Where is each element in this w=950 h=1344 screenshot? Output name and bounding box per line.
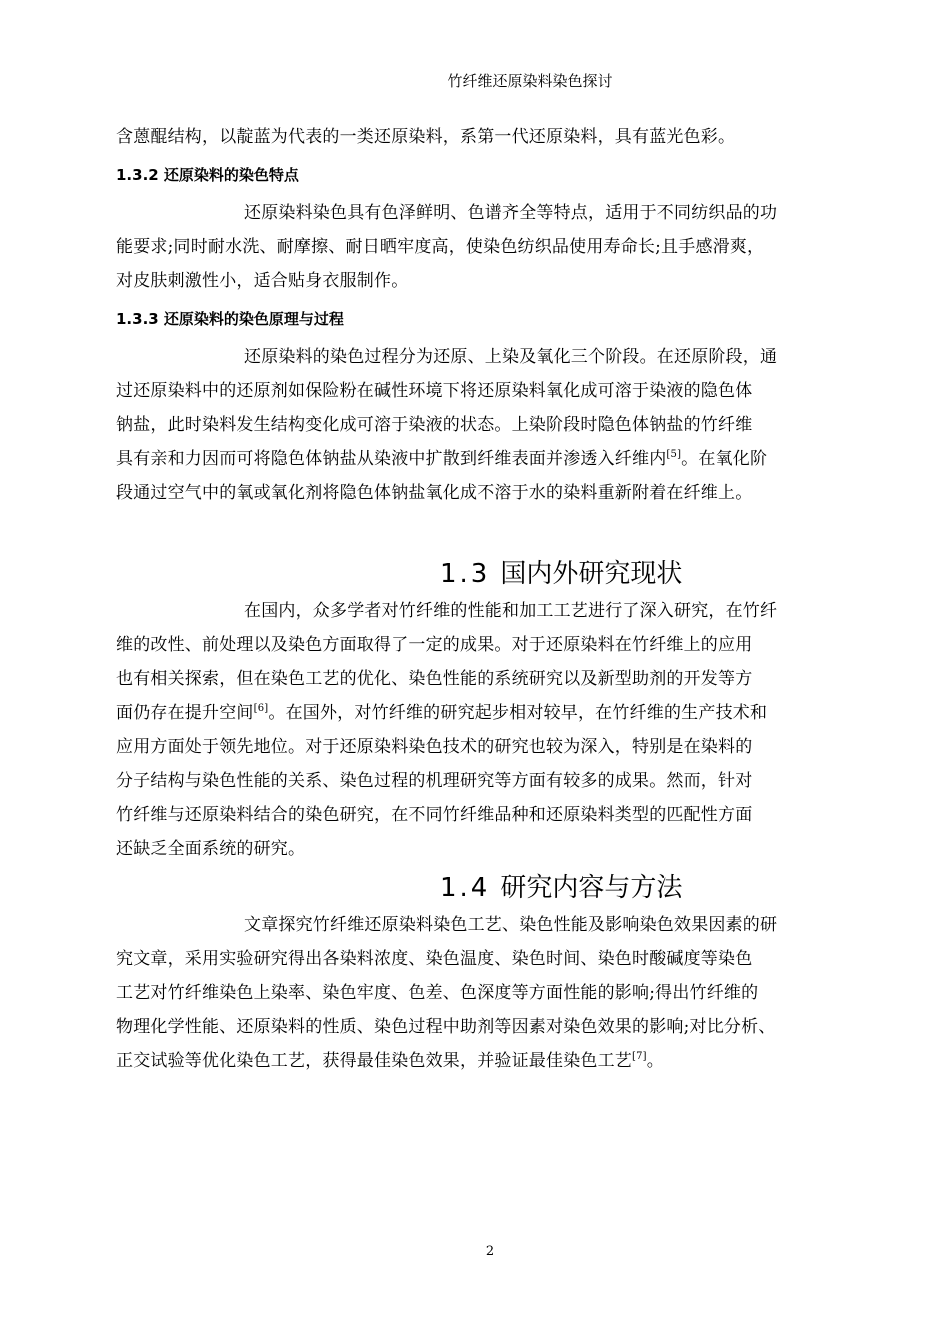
- section-title-text: 研究内容与方法: [500, 873, 683, 903]
- text-line: 在国内，众多学者对竹纤维的性能和加工工艺进行了深入研究，在竹纤: [244, 601, 778, 621]
- text-line: 维的改性、前处理以及染色方面取得了一定的成果。对于还原染料在竹纤维上的应用: [116, 635, 753, 655]
- text-span: 。: [646, 1051, 664, 1071]
- section-title-text: 国内外研究现状: [500, 559, 683, 589]
- subsection-heading-1-3-3: 1.3.3 还原染料的染色原理与过程: [116, 310, 344, 328]
- citation-ref-6: [6]: [253, 703, 269, 714]
- text-line: 文章探究竹纤维还原染料染色工艺、染色性能及影响染色效果因素的研: [244, 915, 778, 935]
- text-line: 竹纤维与还原染料结合的染色研究，在不同竹纤维品种和还原染料类型的匹配性方面: [116, 805, 753, 825]
- paragraph-dyeing-principle: [116, 340, 838, 510]
- text-line: [116, 442, 838, 476]
- intro-line: 含蒽醌结构，以靛蓝为代表的一类还原染料，系第一代还原染料，具有蓝光色彩。: [116, 127, 736, 147]
- text-line: 段通过空气中的氧或氧化剂将隐色体钠盐氧化成不溶于水的染料重新附着在纤维上。: [116, 483, 753, 503]
- text-line: 应用方面处于领先地位。对于还原染料染色技术的研究也较为深入，特别是在染料的: [116, 737, 753, 757]
- text-line: [116, 1044, 838, 1078]
- text-span: 面仍存在提升空间: [116, 703, 254, 723]
- document-body: [116, 120, 838, 1078]
- text-line: 过还原染料中的还原剂如保险粉在碱性环境下将还原染料氧化成可溶于染液的隐色体: [116, 381, 753, 401]
- text-line: [116, 696, 838, 730]
- text-line: 也有相关探索，但在染色工艺的优化、染色性能的系统研究以及新型助剂的开发等方: [116, 669, 753, 689]
- text-line: 能要求;同时耐水洗、耐摩擦、耐日晒牢度高，使染色纺织品使用寿命长;且手感滑爽，: [116, 237, 765, 257]
- text-line: 钠盐，此时染料发生结构变化成可溶于染液的状态。上染阶段时隐色体钠盐的竹纤维: [116, 415, 753, 435]
- section-number: 1.4: [440, 873, 491, 903]
- text-line: 还原染料的染色过程分为还原、上染及氧化三个阶段。在还原阶段，通: [244, 347, 778, 367]
- section-number: 1.3: [440, 559, 491, 589]
- text-line: 对皮肤刺激性小，适合贴身衣服制作。: [116, 271, 409, 291]
- citation-ref-7: [7]: [632, 1051, 647, 1062]
- subsection-heading-1-3-2: 1.3.2 还原染料的染色特点: [116, 166, 299, 184]
- text-span: 。在氧化阶: [681, 449, 768, 469]
- running-header: 竹纤维还原染料染色探讨: [447, 72, 613, 90]
- paragraph-research-status: [116, 594, 838, 866]
- section-heading-1-3: [116, 554, 838, 594]
- paragraph-dyeing-features: [116, 196, 838, 298]
- paragraph-research-content: [116, 908, 838, 1078]
- page-number: 2: [485, 1244, 495, 1259]
- text-line: 还原染料染色具有色泽鲜明、色谱齐全等特点，适用于不同纺织品的功: [244, 203, 778, 223]
- text-line: 物理化学性能、还原染料的性质、染色过程中助剂等因素对染色效果的影响;对比分析、: [116, 1017, 776, 1037]
- text-span: 。在国外，对竹纤维的研究起步相对较早，在竹纤维的生产技术和: [268, 703, 768, 723]
- text-line: 分子结构与染色性能的关系、染色过程的机理研究等方面有较多的成果。然而，针对: [116, 771, 753, 791]
- text-line: 究文章，采用实验研究得出各染料浓度、染色温度、染色时间、染色时酸碱度等染色: [116, 949, 753, 969]
- text-line: 还缺乏全面系统的研究。: [116, 839, 306, 859]
- text-span: 具有亲和力因而可将隐色体钠盐从染液中扩散到纤维表面并渗透入纤维内: [116, 449, 667, 469]
- text-span: 正交试验等优化染色工艺，获得最佳染色效果，并验证最佳染色工艺: [116, 1051, 632, 1071]
- section-heading-1-4: [116, 868, 838, 908]
- text-line: 工艺对竹纤维染色上染率、染色牢度、色差、色深度等方面性能的影响;得出竹纤维的: [116, 983, 759, 1003]
- citation-ref-5: [5]: [666, 449, 682, 460]
